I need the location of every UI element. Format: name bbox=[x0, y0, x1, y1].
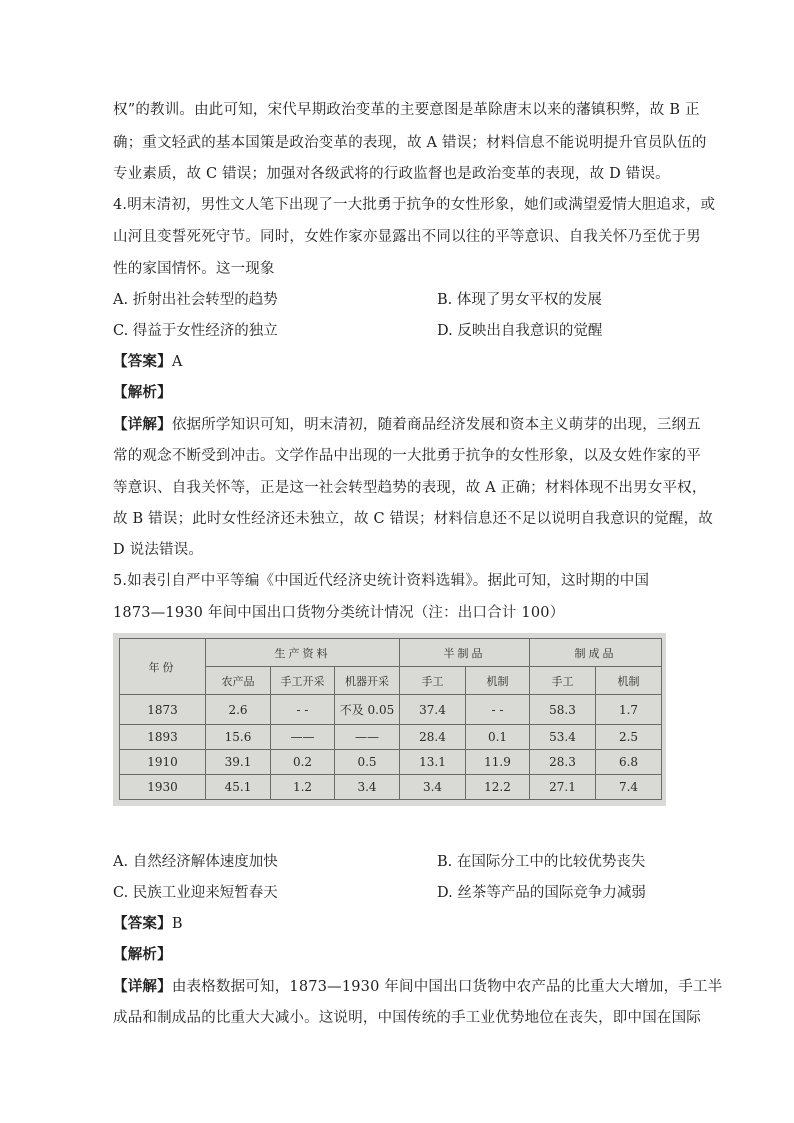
q4-option-d: D. 反映出自我意识的觉醒 bbox=[437, 323, 603, 339]
table-cell: 58.3 bbox=[530, 695, 596, 725]
q5-detail: 成品和制成品的比重大大减小。这说明，中国传统的手工业优势地位在丧失，即中国在国际 bbox=[113, 1010, 701, 1026]
group-header: 生产资料 bbox=[206, 639, 400, 667]
table-cell: - - bbox=[466, 695, 530, 725]
table-cell: 11.9 bbox=[466, 750, 530, 775]
table-cell: 45.1 bbox=[206, 775, 271, 800]
text-line: 权”的教训。由此可知，宋代早期政治变革的主要意图是革除唐末以来的藩镇积弊，故 B 正 bbox=[113, 102, 700, 118]
table-header-row bbox=[120, 639, 662, 667]
export-statistics-table-image bbox=[113, 633, 666, 806]
subheader: 机制 bbox=[466, 667, 530, 695]
subheader: 机器开采 bbox=[335, 667, 400, 695]
table-cell: 2.6 bbox=[206, 695, 271, 725]
question-4-stem: 山河且变誓死死守节。同时，女姓作家亦显露出不同以往的平等意识、自我关怀乃至优于男 bbox=[113, 229, 701, 245]
q4-option-b: B. 体现了男女平权的发展 bbox=[437, 292, 602, 308]
detail-text: 依据所学知识可知，明末清初，随着商品经济发展和资本主义萌芽的出现，三纲五 bbox=[171, 417, 702, 433]
group-header: 制成品 bbox=[530, 639, 662, 667]
table-row bbox=[120, 725, 662, 750]
q4-option-a: A. 折射出社会转型的趋势 bbox=[113, 292, 278, 308]
text-line: 专业素质，故 C 错误；加强对各级武将的行政监督也是政治变革的表现，故 D 错误。 bbox=[113, 166, 670, 182]
table-cell: 39.1 bbox=[206, 750, 271, 775]
table-cell: —— bbox=[271, 725, 335, 750]
detail-tag: 【详解】 bbox=[113, 978, 172, 995]
table-cell: 1873 bbox=[120, 695, 206, 725]
table-cell: 37.4 bbox=[400, 695, 466, 725]
table-row bbox=[120, 695, 662, 725]
q5-option-d: D. 丝茶等产品的国际竞争力减弱 bbox=[437, 885, 646, 901]
table-row bbox=[120, 750, 662, 775]
q5-detail bbox=[113, 977, 722, 997]
table-cell: 2.5 bbox=[596, 725, 662, 750]
question-4-stem: 4.明末清初，男性文人笔下出现了一大批勇于抗争的女性形象，她们或满望爱情大胆追求，或 bbox=[113, 197, 716, 213]
q4-answer bbox=[113, 352, 182, 372]
table-cell: 6.8 bbox=[596, 750, 662, 775]
table-cell: 13.1 bbox=[400, 750, 466, 775]
q5-option-b: B. 在国际分工中的比较优势丧失 bbox=[437, 854, 646, 870]
table-cell: 12.2 bbox=[466, 775, 530, 800]
q5-answer bbox=[113, 914, 183, 934]
table-caption: 1873—1930 年间中国出口货物分类统计情况（注：出口合计 100） bbox=[113, 605, 565, 621]
table-cell: 15.6 bbox=[206, 725, 271, 750]
group-header: 半制品 bbox=[400, 639, 530, 667]
question-5-stem: 5.如表引自严中平等编《中国近代经济史统计资料选辑》。据此可知，这时期的中国 bbox=[113, 573, 650, 589]
table-cell: 1910 bbox=[120, 750, 206, 775]
analysis-tag: 【解析】 bbox=[113, 946, 172, 963]
table-cell: 28.4 bbox=[400, 725, 466, 750]
table-cell: 0.1 bbox=[466, 725, 530, 750]
q4-option-c: C. 得益于女性经济的独立 bbox=[113, 323, 278, 339]
table-cell: 53.4 bbox=[530, 725, 596, 750]
answer-tag: 【答案】 bbox=[113, 353, 172, 370]
q4-detail: 等意识、自我关怀等，正是这一社会转型趋势的表现，故 A 正确；材料体现不出男女平权， bbox=[113, 480, 707, 496]
table-cell: 不及 0.05 bbox=[335, 695, 400, 725]
text-line: 确；重文轻武的基本国策是政治变革的表现，故 A 错误；材料信息不能说明提升官员队伍的 bbox=[113, 135, 707, 151]
subheader: 手工 bbox=[400, 667, 466, 695]
subheader: 农产品 bbox=[206, 667, 271, 695]
year-header: 年份 bbox=[120, 639, 206, 695]
q4-detail: 故 B 错误；此时女性经济还未独立，故 C 错误；材料信息还不足以说明自我意识的觉醒，故 bbox=[113, 511, 713, 527]
table-cell: 1.2 bbox=[271, 775, 335, 800]
table-cell: 0.2 bbox=[271, 750, 335, 775]
table-cell: 1930 bbox=[120, 775, 206, 800]
table-cell: 1893 bbox=[120, 725, 206, 750]
table-cell: 28.3 bbox=[530, 750, 596, 775]
q4-detail: 常的观念不断受到冲击。文学作品中出现的一大批勇于抗争的女性形象，以及女姓作家的平 bbox=[113, 448, 701, 464]
subheader: 手工开采 bbox=[271, 667, 335, 695]
answer-value: B bbox=[171, 916, 183, 932]
export-statistics-table bbox=[119, 638, 662, 800]
q5-option-a: A. 自然经济解体速度加快 bbox=[113, 854, 278, 870]
table-cell: 3.4 bbox=[400, 775, 466, 800]
answer-value: A bbox=[171, 354, 183, 370]
table-row bbox=[120, 775, 662, 800]
detail-text: 由表格数据可知，1873—1930 年间中国出口货物中农产品的比重大大增加，手工半 bbox=[171, 979, 723, 995]
q5-analysis-tag bbox=[113, 945, 172, 965]
subheader: 手工 bbox=[530, 667, 596, 695]
table-cell: 1.7 bbox=[596, 695, 662, 725]
question-4-stem: 性的家国情怀。这一现象 bbox=[113, 261, 275, 277]
q4-analysis-tag bbox=[113, 383, 172, 403]
table-cell: —— bbox=[335, 725, 400, 750]
subheader: 机制 bbox=[596, 667, 662, 695]
answer-tag: 【答案】 bbox=[113, 915, 172, 932]
detail-tag: 【详解】 bbox=[113, 416, 172, 433]
q4-detail: D 说法错误。 bbox=[113, 542, 204, 558]
table-cell: 0.5 bbox=[335, 750, 400, 775]
table-cell: - - bbox=[271, 695, 335, 725]
analysis-tag: 【解析】 bbox=[113, 384, 172, 401]
q5-option-c: C. 民族工业迎来短暂春天 bbox=[113, 885, 278, 901]
table-cell: 7.4 bbox=[596, 775, 662, 800]
table-cell: 3.4 bbox=[335, 775, 400, 800]
q4-detail bbox=[113, 415, 701, 435]
table-cell: 27.1 bbox=[530, 775, 596, 800]
